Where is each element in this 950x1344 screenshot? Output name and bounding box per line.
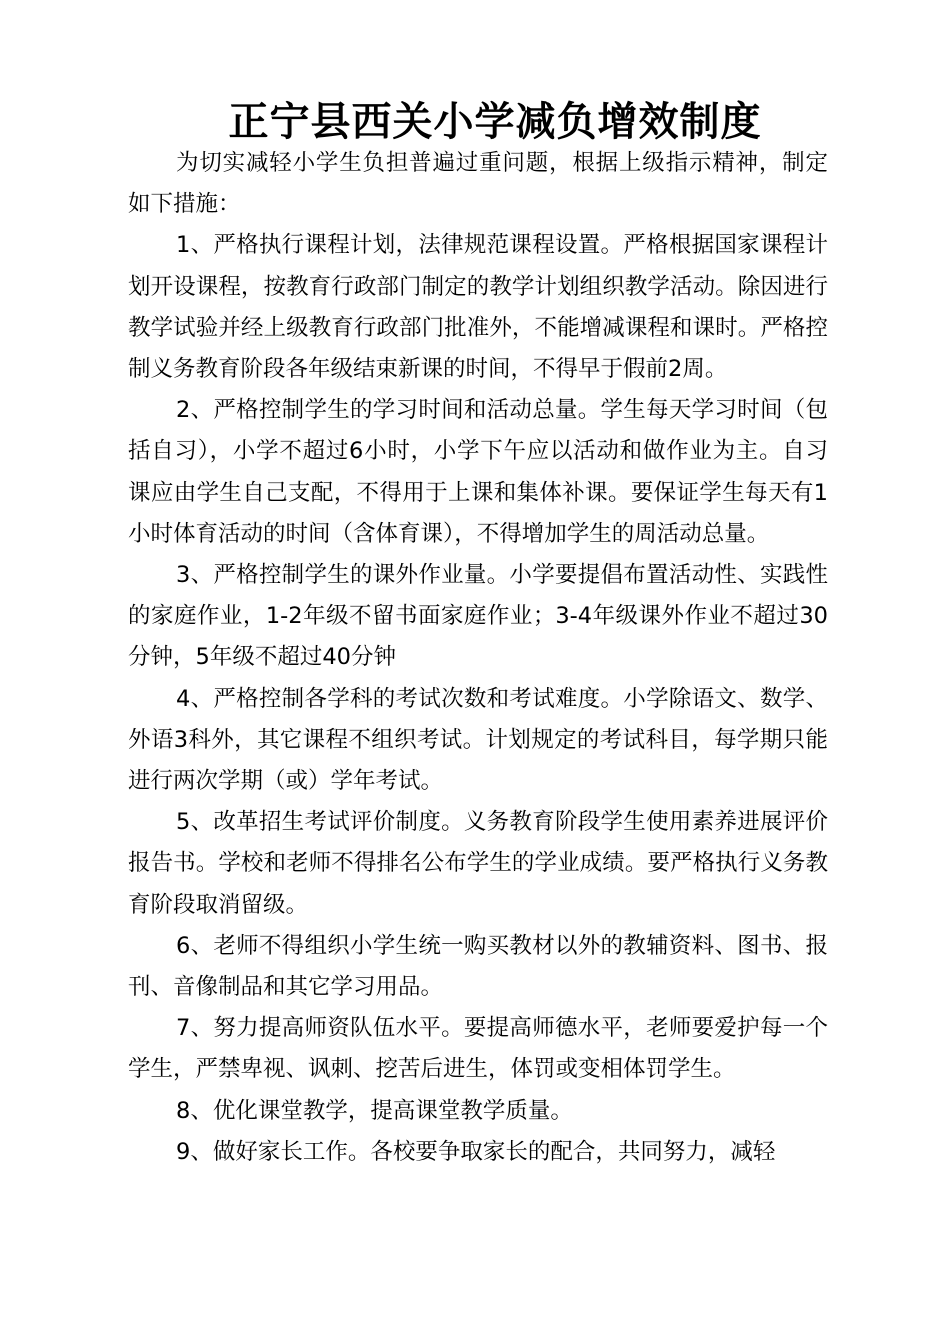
document-title: 正宁县西关小学减负增效制度	[228, 98, 762, 145]
paragraph-item-3: 3、严格控制学生的课外作业量。小学要提倡布置活动性、实践性的家庭作业，1-2年级不留书面家庭作业；3-4年级课外作业不超过30分钟，5年级不超过40分钟	[128, 562, 828, 671]
intro-paragraph: 为切实减轻小学生负担普遍过重问题，根据上级指示精神，制定如下措施：	[128, 150, 828, 218]
document-body	[128, 143, 828, 1173]
paragraph-item-7: 7、努力提高师资队伍水平。要提高师德水平，老师要爱护每一个学生，严禁卑视、讽刺、挖苦后进生，体罚或变相体罚学生。	[128, 1015, 828, 1083]
paragraph-item-4: 4、严格控制各学科的考试次数和考试难度。小学除语文、数学、外语3科外，其它课程不组织考试。计划规定的考试科目，每学期只能进行两次学期（或）学年考试。	[128, 685, 828, 795]
paragraph-item-2: 2、严格控制学生的学习时间和活动总量。学生每天学习时间（包括自习），小学不超过6小时，小学下午应以活动和做作业为主。自习课应由学生自己支配，不得用于上课和集体补课。要保证学生每天有1 小时体育活动的时间（含体育课），不得增加学生的周活动总量。	[128, 397, 828, 547]
paragraph-item-8: 8、优化课堂教学，提高课堂教学质量。	[176, 1097, 573, 1124]
paragraph-item-5: 5、改革招生考试评价制度。义务教育阶段学生使用素养进展评价报告书。学校和老师不得排名公布学生的学业成绩。要严格执行义务教育阶段取消留级。	[128, 809, 828, 918]
paragraph-item-1: 1、严格执行课程计划，法律规范课程设置。严格根据国家课程计划开设课程，按教育行政部门制定的教学计划组织教学活动。除因进行教学试验并经上级教育行政部门批准外，不能增减课程和课时。严格控制义务教育阶段各年级结束新课的时间，不得早于假前2周。	[128, 232, 828, 383]
paragraph-item-6: 6、老师不得组织小学生统一购买教材以外的教辅资料、图书、报刊、音像制品和其它学习用品。	[128, 932, 828, 1001]
paragraph-item-9: 9、做好家长工作。各校要争取家长的配合，共同努力，减轻	[176, 1138, 776, 1165]
